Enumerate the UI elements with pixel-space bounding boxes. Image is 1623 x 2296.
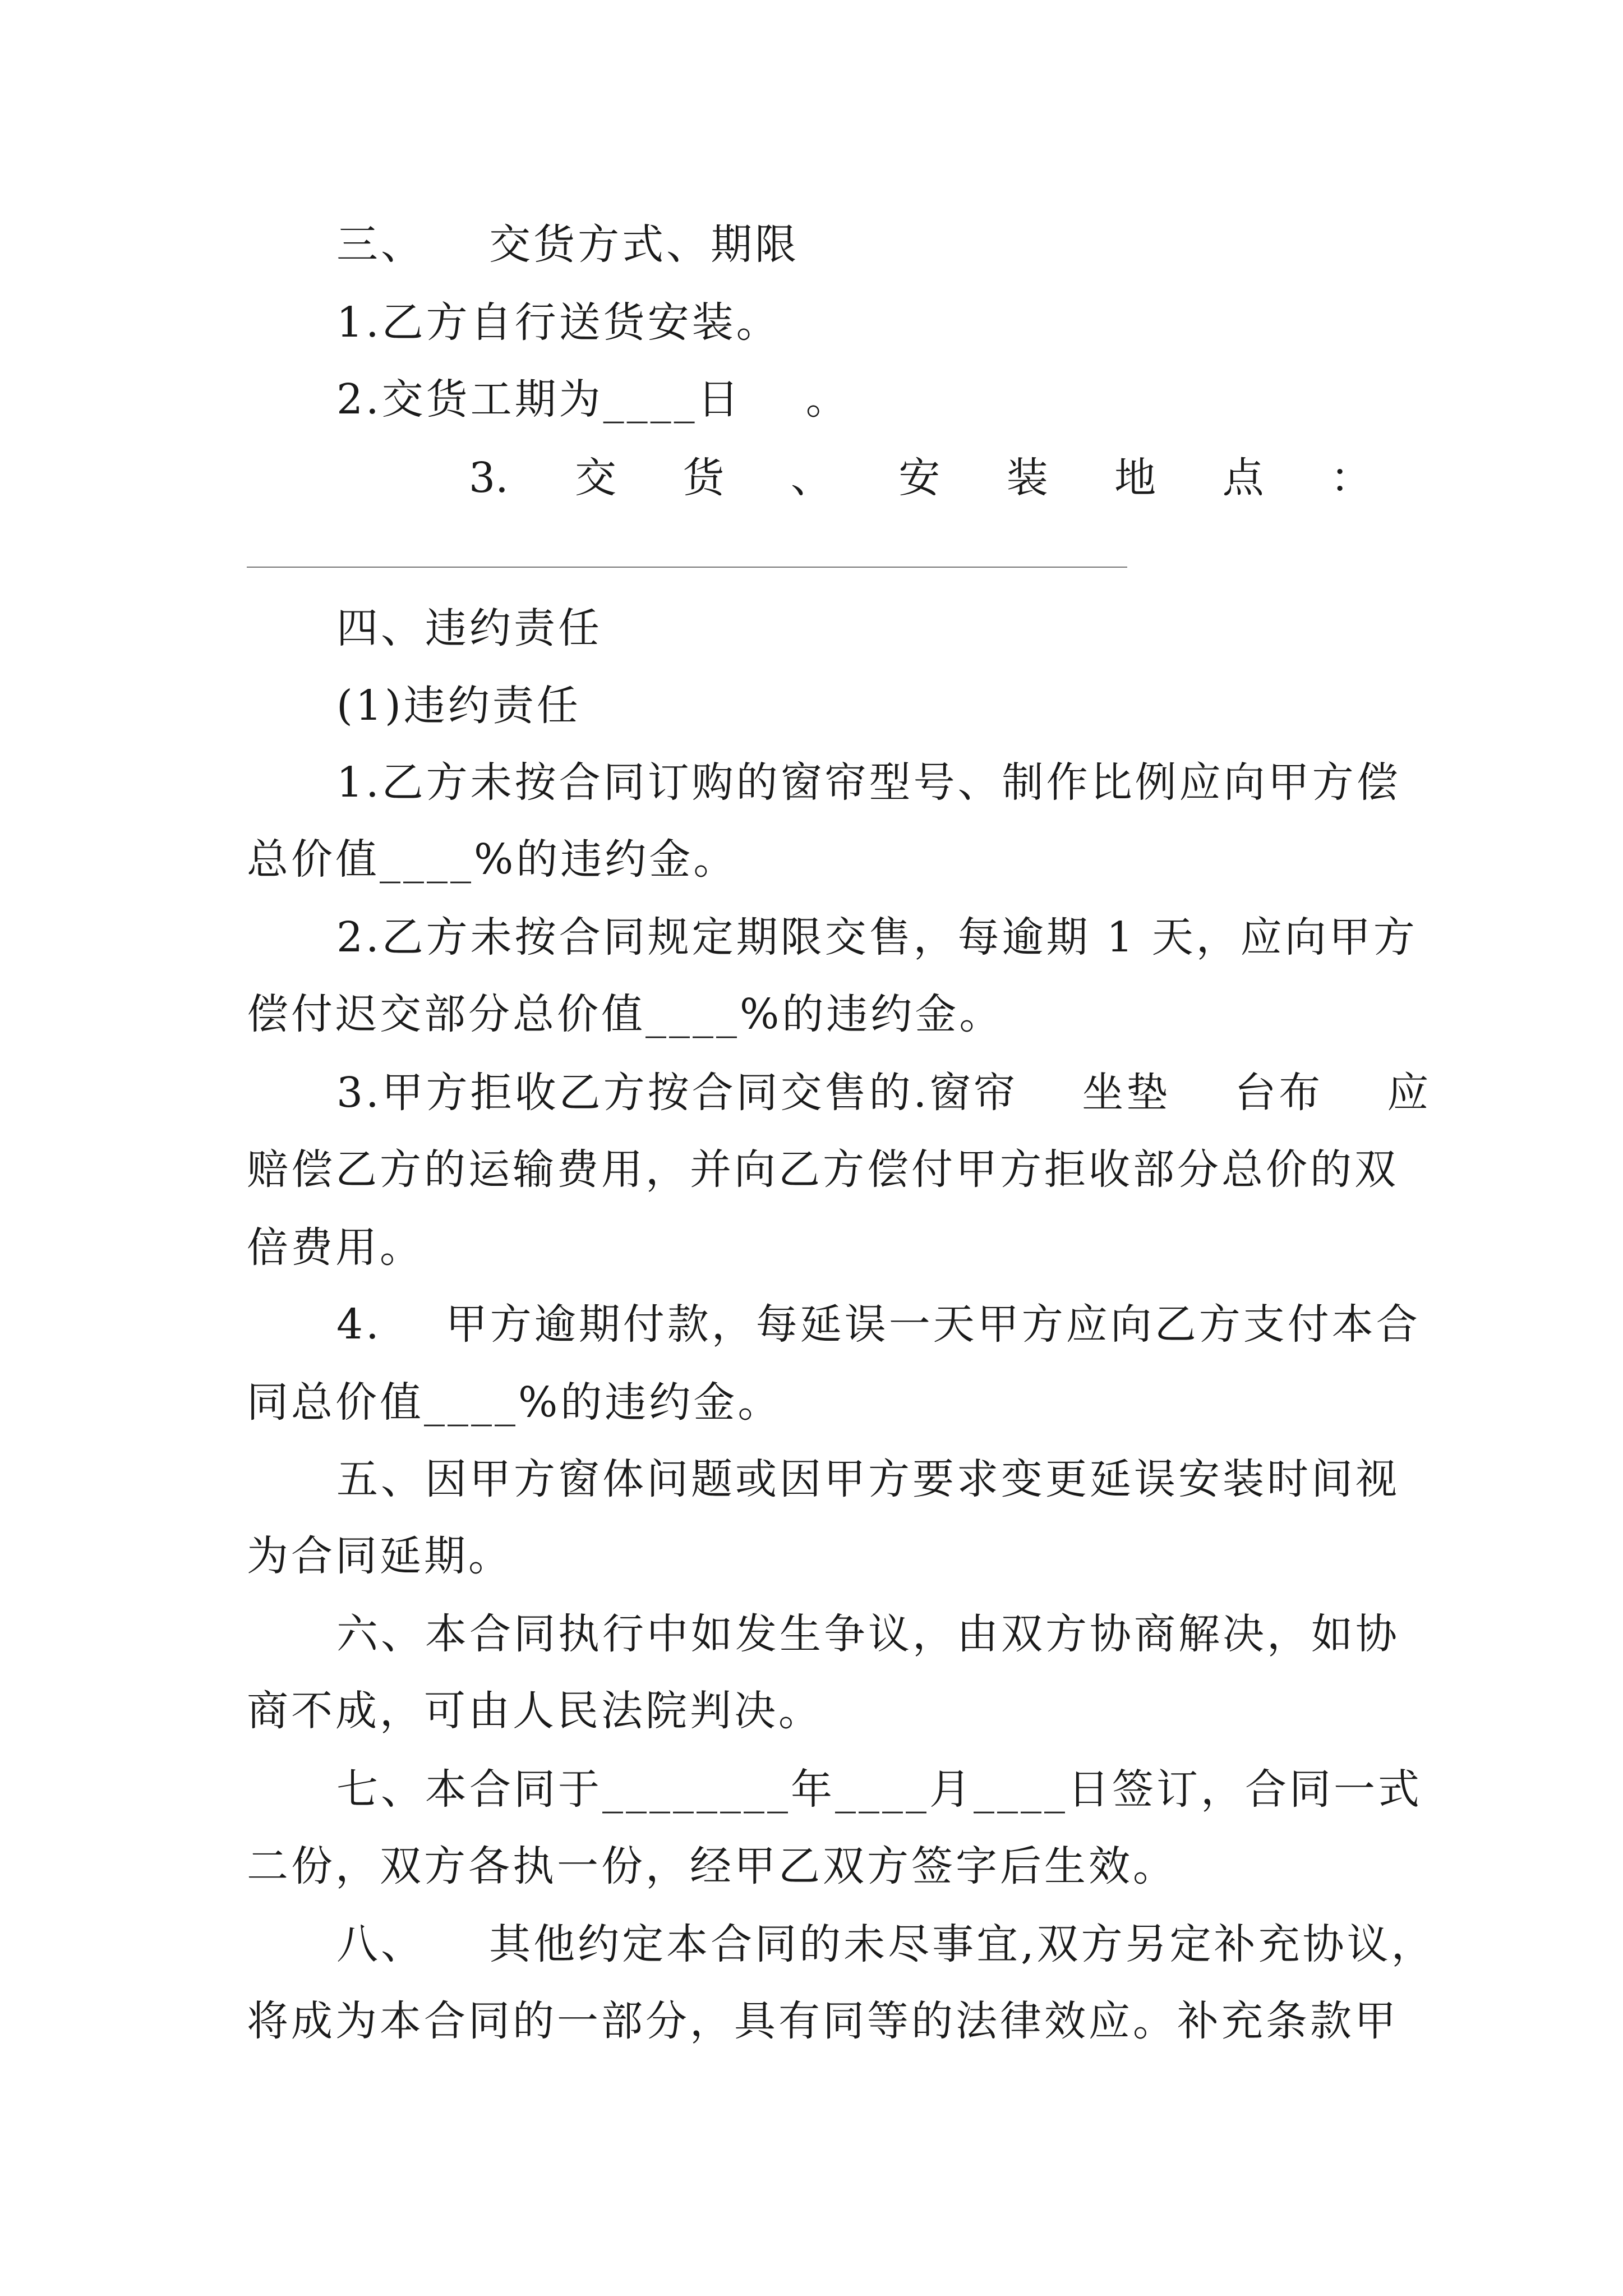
spaced-char: 、 — [790, 454, 832, 502]
clause-text: 2.乙方未按合同规定期限交售，每逾期 1 天，应向甲方 — [336, 913, 1418, 961]
clause-text: 五、因甲方窗体问题或因甲方要求变更延误安装时间视 — [336, 1455, 1400, 1503]
fill-in-underline — [247, 567, 1127, 568]
clause-text: 六、本合同执行中如发生争议，由双方协商解决，如协 — [336, 1610, 1400, 1658]
clause-text: 4. 甲方逾期付款，每延误一天甲方应向乙方支付本合 — [336, 1300, 1421, 1349]
clause-text: 倍费用。 — [247, 1223, 424, 1272]
clause-text: 八、 其他约定本合同的未尽事宜,双方另定补充协议， — [336, 1920, 1436, 1968]
clause-text: 1.乙方自行送货安装。 — [336, 298, 781, 347]
spaced-char: 3. — [469, 454, 509, 502]
spaced-char: 安 — [898, 454, 940, 502]
spaced-char: 地 — [1114, 454, 1156, 502]
clause-text: 商不成，可由人民法院判决。 — [247, 1687, 823, 1735]
spaced-char: ： — [1330, 454, 1372, 502]
clause-text: 二份，双方各执一份，经甲乙双方签字后生效。 — [247, 1842, 1177, 1890]
clause-text: 为合同延期。 — [247, 1532, 513, 1580]
clause-text: 同总价值____%的违约金。 — [247, 1378, 782, 1427]
clause-text: 1.乙方未按合同订购的窗帘型号、制作比例应向甲方偿 — [336, 758, 1401, 807]
clause-text: 赔偿乙方的运输费用，并向乙方偿付甲方拒收部分总价的双 — [247, 1145, 1399, 1194]
spaced-char: 交 — [575, 454, 617, 502]
section-heading-liability: 四、违约责任 — [336, 604, 602, 652]
clause-text: 3.甲方拒收乙方按合同交售的.窗帘 坐垫 台布 应 — [336, 1069, 1432, 1117]
spaced-char: 装 — [1006, 454, 1048, 502]
clause-text: 总价值____%的违约金。 — [247, 835, 738, 884]
clause-text: 偿付迟交部分总价值____%的违约金。 — [247, 990, 1004, 1038]
subsection-heading: (1)违约责任 — [336, 682, 581, 730]
delivery-location-line — [469, 455, 1372, 500]
clause-text: 七、本合同于________年____月____日签订，合同一式 — [336, 1765, 1422, 1814]
spaced-char: 点 — [1222, 454, 1264, 502]
spaced-char: 货 — [683, 454, 725, 502]
clause-text: 2.交货工期为____日 。 — [336, 375, 850, 424]
section-heading-delivery: 三、 交货方式、期限 — [336, 220, 800, 269]
clause-text: 将成为本合同的一部分，具有同等的法律效应。补充条款甲 — [247, 1997, 1399, 2045]
